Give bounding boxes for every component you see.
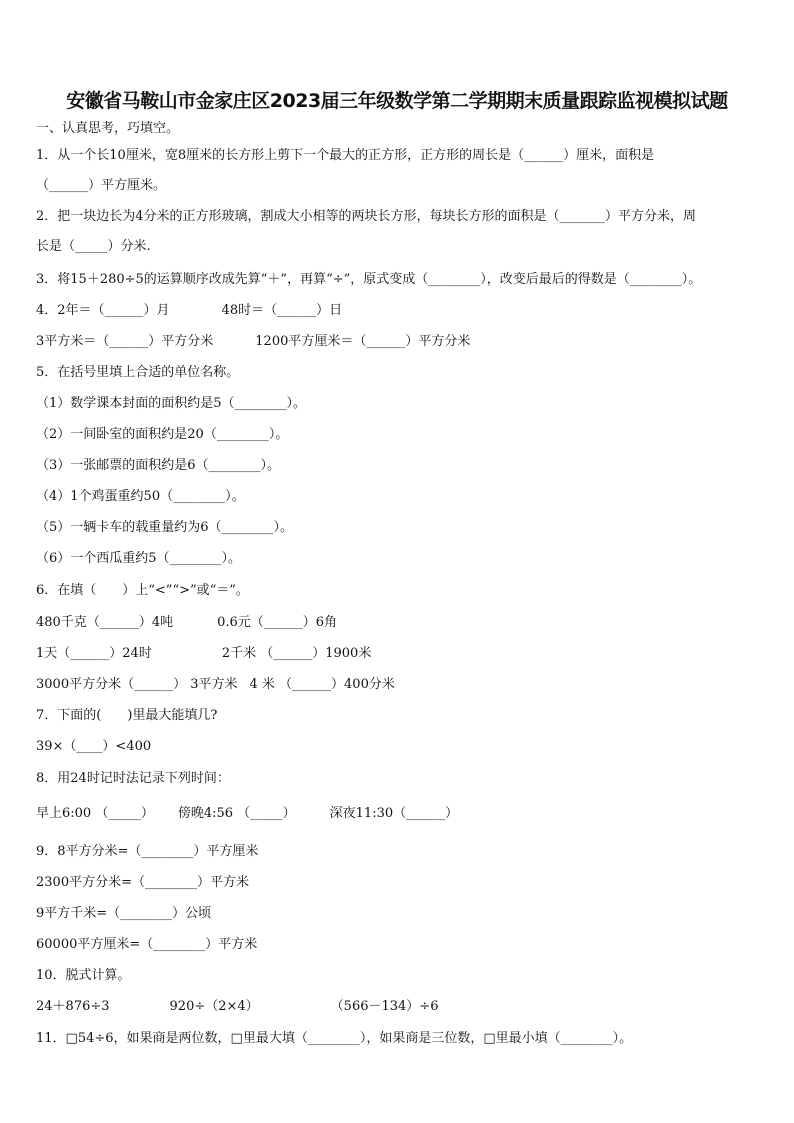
question-5-item: （5）一辆卡车的载重量约为6（________）。 — [36, 520, 294, 535]
question-10-expression: 24＋876÷3 — [36, 999, 110, 1014]
question-10-expression: （566－134）÷6 — [330, 999, 439, 1014]
question-6-item: 1天（______）24时 — [36, 646, 152, 661]
question-9-line: 60000平方厘米=（________）平方米 — [36, 937, 258, 952]
question-9-line: 9．8平方分米=（________）平方厘米 — [36, 844, 259, 859]
question-11: 11．□54÷6，如果商是两位数，□里最大填（________），如果商是三位数，□里最小填（________）。 — [36, 1031, 633, 1046]
question-6-item: 2千米 （______）1900米 — [221, 646, 372, 661]
section-heading: 一、认真思考，巧填空。 — [36, 121, 180, 136]
question-4-item-d: 1200平方厘米＝（______）平方分米 — [255, 334, 471, 349]
question-10-expression: 920÷（2×4） — [169, 999, 259, 1014]
question-9-line: 9平方千米=（________）公顷 — [36, 906, 212, 921]
question-7-expression: 39×（____）<400 — [36, 739, 152, 754]
question-6-stem: 6．在填（ ）上“<”“>”或“＝”。 — [36, 583, 249, 598]
question-9-line: 2300平方分米=（________）平方米 — [36, 875, 249, 890]
question-4-item-b: 48时＝（______）日 — [221, 303, 343, 318]
question-8-stem: 8．用24时记时法记录下列时间： — [36, 771, 230, 786]
question-6-row-1 — [36, 615, 337, 631]
question-4-row-2 — [36, 334, 470, 350]
question-6-item: 4 米 （______）400分米 — [249, 677, 395, 692]
question-5-item: （1）数学课本封面的面积约是5（________）。 — [36, 396, 307, 411]
question-5-item: （4）1个鸡蛋重约50（________）。 — [36, 489, 245, 504]
question-5-item: （3）一张邮票的面积约是6（________）。 — [36, 458, 281, 473]
question-4-item-a: 4．2年＝（______）月 — [36, 303, 170, 318]
question-6-item: 0.6元（______）6角 — [217, 615, 338, 630]
question-6-item: 3000平方分米（______） 3平方米 — [36, 677, 238, 692]
question-6-item: 480千克（______）4吨 — [36, 615, 174, 630]
question-1-line-2: （______）平方厘米。 — [36, 178, 167, 193]
question-8-item: 深夜11:30（______） — [329, 806, 459, 821]
question-5-item: （2）一间卧室的面积约是20（________）。 — [36, 427, 289, 442]
question-7-stem: 7．下面的( )里最大能填几? — [36, 708, 218, 723]
question-1-line-1: 1．从一个长10厘米，宽8厘米的长方形上剪下一个最大的正方形，正方形的周长是（______）厘米，面积是 — [36, 148, 655, 163]
question-10-stem: 10．脱式计算。 — [36, 968, 131, 983]
page-title: 安徽省马鞍山市金家庄区2023届三年级数学第二学期期末质量跟踪监视模拟试题 — [66, 90, 728, 112]
question-4-item-c: 3平方米＝（______）平方分米 — [36, 334, 214, 349]
question-10-row — [36, 999, 438, 1015]
question-2-line-2: 长是（_____）分米. — [36, 239, 151, 254]
question-5-stem: 5．在括号里填上合适的单位名称。 — [36, 365, 240, 380]
question-2-line-1: 2．把一块边长为4分米的正方形玻璃，割成大小相等的两块长方形，每块长方形的面积是（_______）平方分米，周 — [36, 209, 697, 224]
question-4-row-1 — [36, 303, 342, 319]
question-8-item: 早上6:00 （_____） — [36, 806, 154, 821]
question-6-row-2 — [36, 646, 371, 662]
question-8-item: 傍晚4:56 （_____） — [177, 806, 296, 821]
question-3: 3．将15＋280÷5的运算顺序改成先算“＋”，再算“÷”，原式变成（________），改变后最后的得数是（________）。 — [36, 272, 702, 287]
question-8-row — [36, 806, 458, 822]
question-5-item: （6）一个西瓜重约5（________）。 — [36, 551, 242, 566]
question-6-row-3 — [36, 677, 395, 693]
